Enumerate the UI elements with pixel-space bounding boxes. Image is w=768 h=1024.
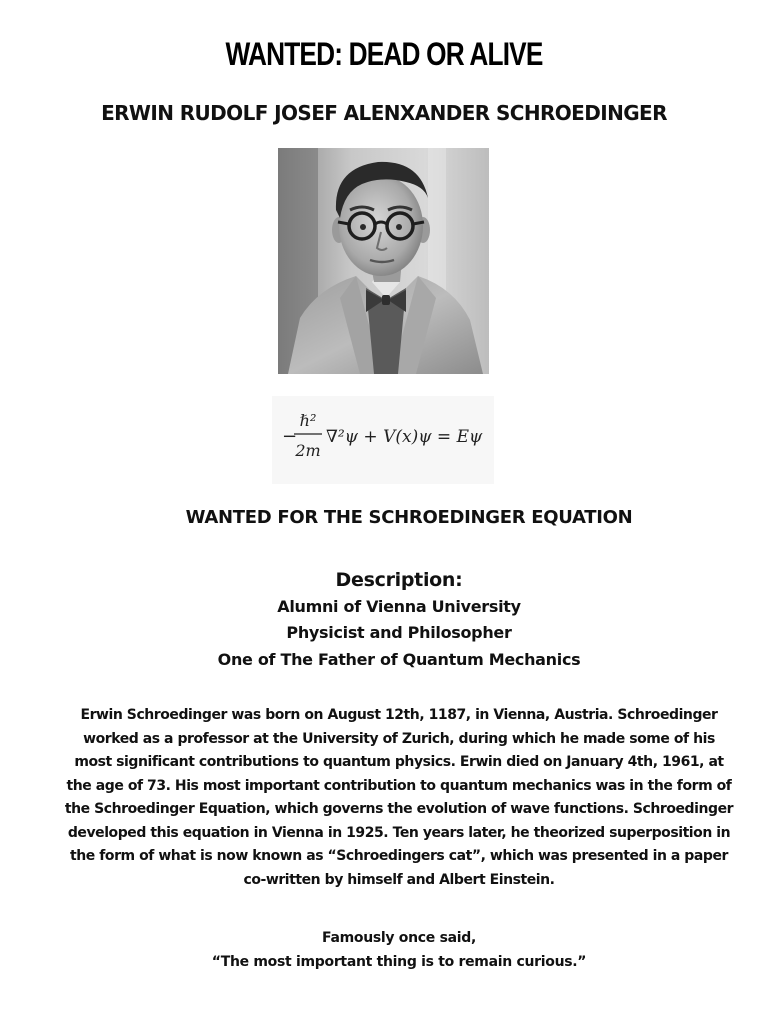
description-line: Physicist and Philosopher [286,623,512,642]
poster-headline: WANTED: DEAD OR ALIVE [225,36,543,72]
equation-denominator: 2m [295,441,321,460]
subject-full-name: ERWIN RUDOLF JOSEF ALENXANDER SCHROEDINGER [101,101,667,125]
famous-quote: “The most important thing is to remain curious.” [211,954,587,970]
quote-intro: Famously once said, [322,930,476,946]
description-line: Alumni of Vienna University [277,597,521,616]
biography-paragraph: Erwin Schroedinger was born on August 12th, 1187, in Vienna, Austria. Schroedinger worked as a professor at the University of Zurich, during which he made some of his most significant contributions to quantum physics. Erwin died on January 4th, 1961, at the age of 73. His most important contribution to quantum mechanics was in the form of the Schroedinger Equation, which governs the evolution of wave functions. Schroedinger developed this equation in Vienna in 1925. Ten years later, he theorized superposition in the form of what is now known as “Schroedingers cat”, which was presented in a paper co-written by himself and Albert Einstein. [64,707,734,888]
portrait-photo [278,148,489,374]
description-line: One of The Father of Quantum Mechanics [217,650,581,669]
equation-body: ∇²ψ + V(x)ψ = Eψ [326,427,483,447]
wanted-for-heading: WANTED FOR THE SCHROEDINGER EQUATION [185,507,633,528]
equation-numerator: ℏ² [299,411,317,430]
description-heading: Description: [335,569,463,591]
schroedinger-equation-image [272,396,494,484]
equation-minus-sign: − [282,426,298,447]
